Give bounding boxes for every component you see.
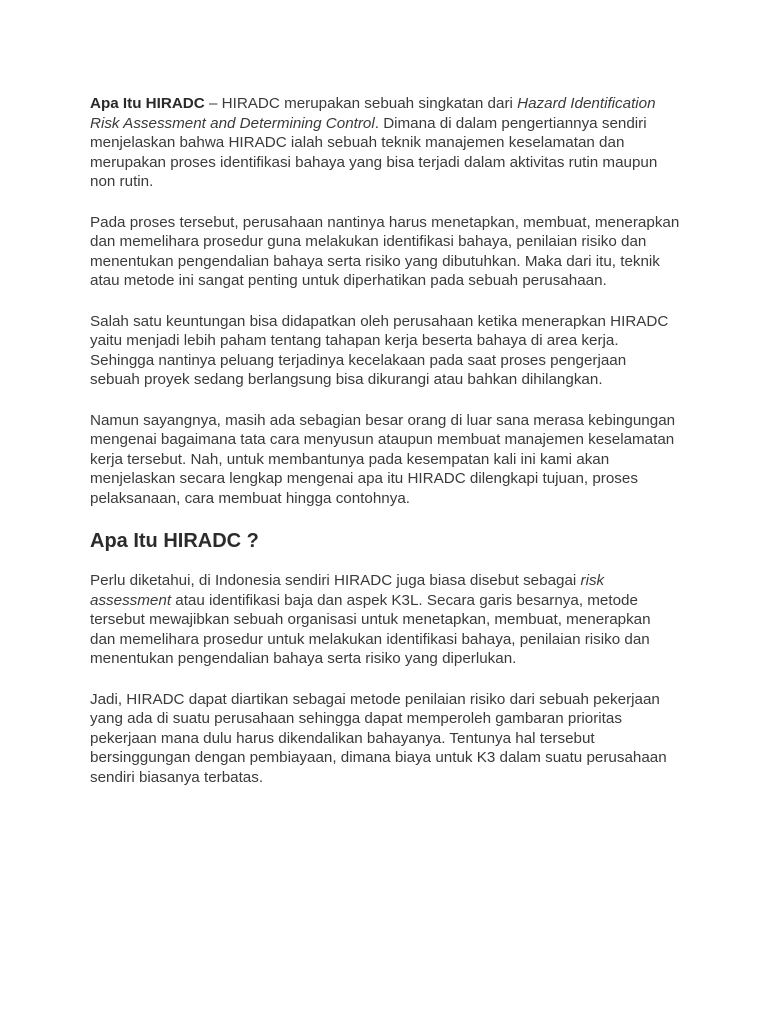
section-heading: Apa Itu HIRADC ? (90, 530, 259, 552)
paragraph-4: Namun sayangnya, masih ada sebagian besar orang di luar sana merasa kebingungan mengenai bagaimana tata cara menyusun ataupun membuat manajemen keselamatan kerja tersebut. Nah, untuk membantunya pada kesempatan kali ini kami akan menjelaskan secara lengkap mengenai apa itu HIRADC dilengkapi tujuan, proses pelaksanaan, cara membuat hingga contohnya. (90, 411, 676, 507)
paragraph-3: Salah satu keuntungan bisa didapatkan oleh perusahaan ketika menerapkan HIRADC yaitu menjadi lebih paham tentang tahapan kerja beserta bahaya di area kerja. Sehingga nantinya peluang terjadinya kecelakaan pada saat proses pengerjaan sebuah proyek sedang berlangsung bisa dikurangi atau bahkan dihilangkan. (90, 312, 669, 388)
intro-italic-term: Hazard Identification Risk Assessment and Determining Control (90, 95, 656, 132)
paragraph-6: Jadi, HIRADC dapat diartikan sebagai metode penilaian risiko dari sebuah pekerjaan yang ada di suatu perusahaan sehingga dapat memperoleh gambaran prioritas pekerjaan mana dulu harus dikendalikan bahayanya. Tentunya hal tersebut bersinggungan dengan pembiayaan, dimana biaya untuk K3 dalam suatu perusahaan sendiri biasanya terbatas. (90, 690, 667, 786)
paragraph-5-italic-term: risk assessment (90, 572, 605, 609)
intro-lead-bold: Apa Itu HIRADC (90, 95, 205, 112)
intro-tail-text: . Dimana di dalam pengertiannya sendiri menjelaskan bahwa HIRADC ialah sebuah teknik manajemen keselamatan dan merupakan proses identifikasi bahaya yang bisa terjadi dalam aktivitas rutin maupun non rutin. (90, 114, 658, 190)
intro-paragraph (90, 94, 680, 192)
document-page (90, 94, 680, 808)
paragraph-2: Pada proses tersebut, perusahaan nantinya harus menetapkan, membuat, menerapkan dan memelihara prosedur guna melakukan identifikasi bahaya, penilaian risiko dan menentukan pengendalian bahaya serta risiko yang dibutuhkan. Maka dari itu, teknik atau metode ini sangat penting untuk diperhatikan pada sebuah perusahaan. (90, 213, 680, 289)
paragraph-5-after-italic: atau identifikasi baja dan aspek K3L. Secara garis besarnya, metode tersebut mewajibkan sebuah organisasi untuk menetapkan, membuat, menerapkan dan memelihara prosedur untuk melakukan identifikasi bahaya, penilaian risiko dan menentukan pengendalian bahaya serta risiko yang diperlukan. (90, 591, 651, 667)
intro-lead-text: – HIRADC merupakan sebuah singkatan dari (204, 95, 518, 112)
paragraph-5-before-italic: Perlu diketahui, di Indonesia sendiri HIRADC juga biasa disebut sebagai (90, 572, 581, 589)
paragraph-5 (90, 571, 680, 669)
